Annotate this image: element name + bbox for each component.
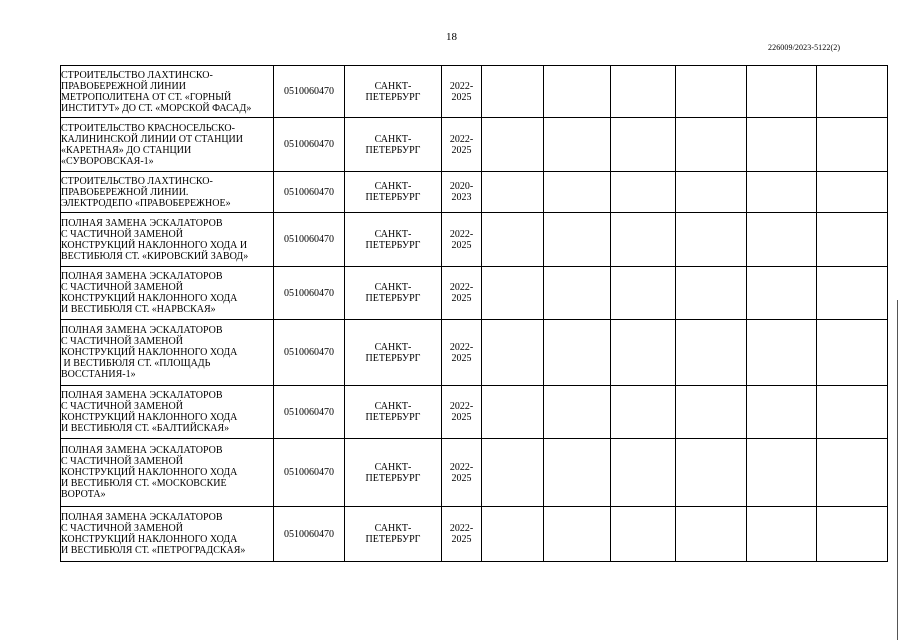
empty-cell — [817, 439, 888, 507]
table-row — [61, 386, 888, 439]
empty-cell — [676, 172, 747, 213]
empty-cell — [676, 439, 747, 507]
region-cell: САНКТ- ПЕТЕРБУРГ — [345, 439, 442, 507]
code-cell: 0510060470 — [274, 267, 345, 320]
empty-cell — [611, 172, 676, 213]
code-cell: 0510060470 — [274, 320, 345, 386]
empty-cell — [747, 320, 817, 386]
table-row — [61, 118, 888, 172]
project-name-cell: ПОЛНАЯ ЗАМЕНА ЭСКАЛАТОРОВ С ЧАСТИЧНОЙ ЗАМЕНОЙ КОНСТРУКЦИЙ НАКЛОННОГО ХОДА И ВЕСТИБЮЛЯ СТ. «МОСКОВСКИЕ ВОРОТА» — [61, 439, 274, 507]
project-name-cell: ПОЛНАЯ ЗАМЕНА ЭСКАЛАТОРОВ С ЧАСТИЧНОЙ ЗАМЕНОЙ КОНСТРУКЦИЙ НАКЛОННОГО ХОДА И ВЕСТИБЮЛЯ СТ. «КИРОВСКИЙ ЗАВОД» — [61, 213, 274, 267]
project-name-cell: ПОЛНАЯ ЗАМЕНА ЭСКАЛАТОРОВ С ЧАСТИЧНОЙ ЗАМЕНОЙ КОНСТРУКЦИЙ НАКЛОННОГО ХОДА И ВЕСТИБЮЛЯ СТ. «ПЛОЩАДЬ ВОССТАНИЯ-1» — [61, 320, 274, 386]
empty-cell — [544, 172, 611, 213]
empty-cell — [676, 118, 747, 172]
code-cell: 0510060470 — [274, 213, 345, 267]
project-name-cell: СТРОИТЕЛЬСТВО КРАСНОСЕЛЬСКО- КАЛИНИНСКОЙ ЛИНИИ ОТ СТАНЦИИ «КАРЕТНАЯ» ДО СТАНЦИИ «СУВОРОВСКАЯ-1» — [61, 118, 274, 172]
empty-cell — [817, 386, 888, 439]
code-cell: 0510060470 — [274, 172, 345, 213]
empty-cell — [747, 386, 817, 439]
period-cell: 2020- 2023 — [442, 172, 482, 213]
code-cell: 0510060470 — [274, 118, 345, 172]
empty-cell — [611, 213, 676, 267]
empty-cell — [482, 439, 544, 507]
empty-cell — [676, 507, 747, 562]
table-row — [61, 439, 888, 507]
table-row — [61, 66, 888, 118]
region-cell: САНКТ- ПЕТЕРБУРГ — [345, 507, 442, 562]
project-name-cell: СТРОИТЕЛЬСТВО ЛАХТИНСКО- ПРАВОБЕРЕЖНОЙ ЛИНИИ МЕТРОПОЛИТЕНА ОТ СТ. «ГОРНЫЙ ИНСТИТУТ» ДО СТ. «МОРСКОЙ ФАСАД» — [61, 66, 274, 118]
empty-cell — [747, 439, 817, 507]
period-cell: 2022- 2025 — [442, 386, 482, 439]
empty-cell — [611, 439, 676, 507]
empty-cell — [482, 507, 544, 562]
table-row — [61, 172, 888, 213]
region-cell: САНКТ- ПЕТЕРБУРГ — [345, 118, 442, 172]
region-cell: САНКТ- ПЕТЕРБУРГ — [345, 66, 442, 118]
empty-cell — [817, 320, 888, 386]
empty-cell — [747, 267, 817, 320]
empty-cell — [611, 320, 676, 386]
code-cell: 0510060470 — [274, 507, 345, 562]
table-row — [61, 213, 888, 267]
empty-cell — [817, 118, 888, 172]
page-number: 18 — [446, 31, 457, 43]
empty-cell — [544, 386, 611, 439]
empty-cell — [482, 172, 544, 213]
empty-cell — [747, 213, 817, 267]
project-name-cell: ПОЛНАЯ ЗАМЕНА ЭСКАЛАТОРОВ С ЧАСТИЧНОЙ ЗАМЕНОЙ КОНСТРУКЦИЙ НАКЛОННОГО ХОДА И ВЕСТИБЮЛЯ СТ. «ПЕТРОГРАДСКАЯ» — [61, 507, 274, 562]
project-name-cell: ПОЛНАЯ ЗАМЕНА ЭСКАЛАТОРОВ С ЧАСТИЧНОЙ ЗАМЕНОЙ КОНСТРУКЦИЙ НАКЛОННОГО ХОДА И ВЕСТИБЮЛЯ СТ. «НАРВСКАЯ» — [61, 267, 274, 320]
empty-cell — [676, 213, 747, 267]
empty-cell — [611, 66, 676, 118]
empty-cell — [611, 118, 676, 172]
empty-cell — [747, 507, 817, 562]
empty-cell — [482, 386, 544, 439]
region-cell: САНКТ- ПЕТЕРБУРГ — [345, 267, 442, 320]
code-cell: 0510060470 — [274, 386, 345, 439]
region-cell: САНКТ- ПЕТЕРБУРГ — [345, 213, 442, 267]
period-cell: 2022- 2025 — [442, 213, 482, 267]
empty-cell — [544, 213, 611, 267]
table-row — [61, 267, 888, 320]
empty-cell — [747, 66, 817, 118]
projects-table — [60, 65, 888, 562]
period-cell: 2022- 2025 — [442, 439, 482, 507]
empty-cell — [482, 320, 544, 386]
empty-cell — [817, 172, 888, 213]
empty-cell — [482, 66, 544, 118]
table-row — [61, 320, 888, 386]
empty-cell — [482, 118, 544, 172]
empty-cell — [817, 267, 888, 320]
project-name-cell: СТРОИТЕЛЬСТВО ЛАХТИНСКО- ПРАВОБЕРЕЖНОЙ ЛИНИИ. ЭЛЕКТРОДЕПО «ПРАВОБЕРЕЖНОЕ» — [61, 172, 274, 213]
empty-cell — [482, 267, 544, 320]
project-name-cell: ПОЛНАЯ ЗАМЕНА ЭСКАЛАТОРОВ С ЧАСТИЧНОЙ ЗАМЕНОЙ КОНСТРУКЦИЙ НАКЛОННОГО ХОДА И ВЕСТИБЮЛЯ СТ. «БАЛТИЙСКАЯ» — [61, 386, 274, 439]
period-cell: 2022- 2025 — [442, 66, 482, 118]
empty-cell — [544, 507, 611, 562]
table-row — [61, 507, 888, 562]
period-cell: 2022- 2025 — [442, 507, 482, 562]
empty-cell — [817, 66, 888, 118]
empty-cell — [611, 386, 676, 439]
empty-cell — [817, 213, 888, 267]
empty-cell — [611, 267, 676, 320]
empty-cell — [544, 118, 611, 172]
empty-cell — [676, 267, 747, 320]
region-cell: САНКТ- ПЕТЕРБУРГ — [345, 320, 442, 386]
empty-cell — [747, 118, 817, 172]
empty-cell — [676, 320, 747, 386]
period-cell: 2022- 2025 — [442, 320, 482, 386]
scan-edge-line — [897, 300, 898, 640]
empty-cell — [482, 213, 544, 267]
empty-cell — [544, 267, 611, 320]
empty-cell — [544, 66, 611, 118]
empty-cell — [817, 507, 888, 562]
empty-cell — [676, 66, 747, 118]
period-cell: 2022- 2025 — [442, 267, 482, 320]
region-cell: САНКТ- ПЕТЕРБУРГ — [345, 172, 442, 213]
empty-cell — [676, 386, 747, 439]
code-cell: 0510060470 — [274, 66, 345, 118]
code-cell: 0510060470 — [274, 439, 345, 507]
document-id: 226009/2023-5122(2) — [768, 43, 841, 52]
empty-cell — [611, 507, 676, 562]
region-cell: САНКТ- ПЕТЕРБУРГ — [345, 386, 442, 439]
period-cell: 2022- 2025 — [442, 118, 482, 172]
empty-cell — [544, 320, 611, 386]
empty-cell — [544, 439, 611, 507]
empty-cell — [747, 172, 817, 213]
